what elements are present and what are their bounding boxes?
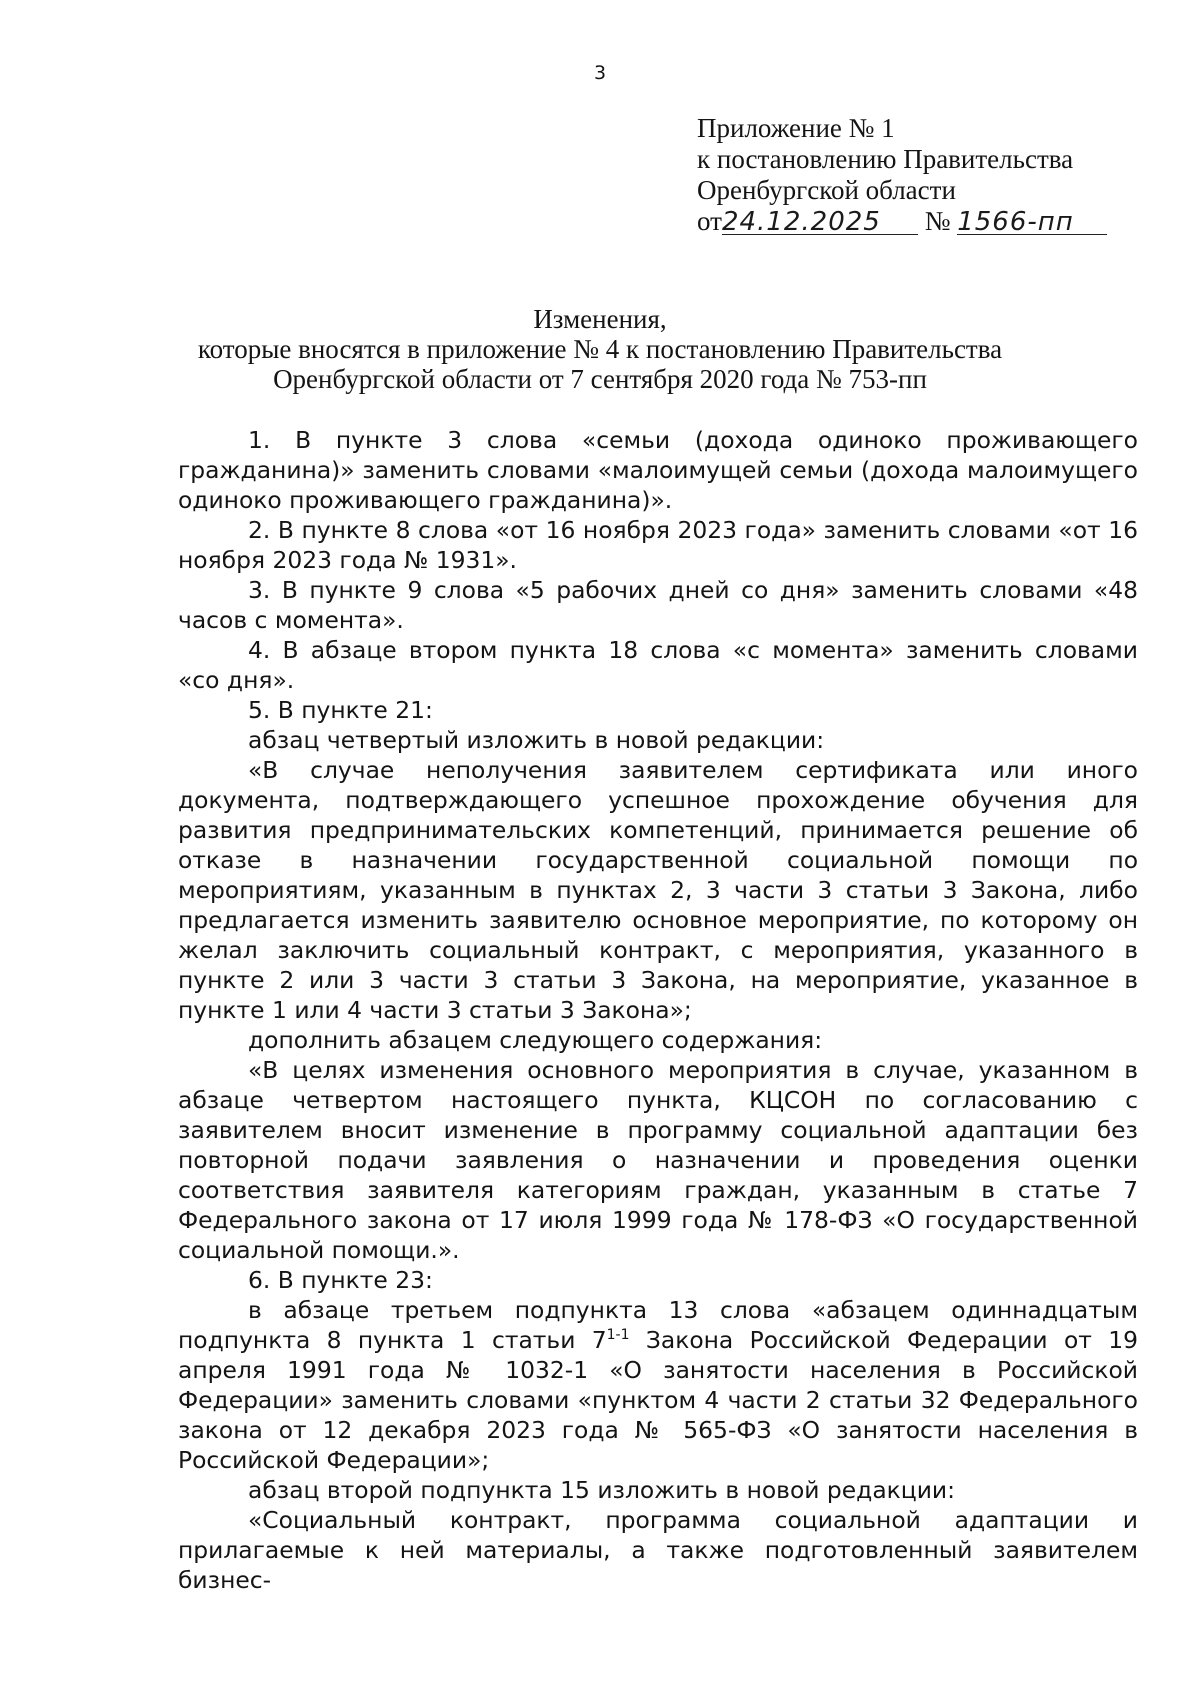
paragraph-10: 6. В пункте 23: (248, 1266, 433, 1294)
handwritten-number: 1566-пп (957, 210, 1107, 235)
p11-superscript: 1-1 (606, 1327, 630, 1344)
paragraph-7: «В случае неполучения заявителем сертификата или иного документа, подтверждающего успешное прохождение обучения для развития предпринимательских компетенций, принимается решение об отказе в назначении государственной социальной помощи по мероприятиям, указанным в пунктах 2, 3 части 3 статьи 3 Закона, либо предлагается изменить заявителю основное мероприятие, по которому он желал заключить социальный контракт, с мероприятия, указанного в пункте 2 или 3 части 3 статьи 3 Закона, на мероприятие, указанное в пункте 1 или 4 части 3 статьи 3 Закона»; (178, 756, 1138, 1024)
date-prefix: от (697, 206, 722, 236)
paragraph-6: абзац четвертый изложить в новой редакции: (248, 726, 825, 754)
paragraph-1: 1. В пункте 3 слова «семьи (дохода одиноко проживающего гражданина)» заменить словами «малоимущей семьи (дохода малоимущего одиноко проживающего гражданина)». (178, 426, 1138, 514)
number-sign: № (924, 206, 951, 236)
paragraph-4: 4. В абзаце втором пункта 18 слова «с момента» заменить словами «со дня». (178, 636, 1138, 694)
paragraph-13: «Социальный контракт, программа социальной адаптации и прилагаемые к ней материалы, а также подготовленный заявителем бизнес- (178, 1506, 1138, 1594)
title-line-3: Оренбургской области от 7 сентября 2020 года № 753-пп (273, 364, 927, 394)
appendix-line-2: к постановлению Правительства (697, 144, 1074, 174)
appendix-block (697, 113, 1107, 237)
handwritten-date: 24.12.2025 (722, 210, 918, 235)
title-line-2: которые вносятся в приложение № 4 к постановлению Правительства (197, 334, 1003, 364)
paragraph-5: 5. В пункте 21: (248, 696, 433, 724)
document-body (178, 425, 1138, 1595)
paragraph-8: дополнить абзацем следующего содержания: (248, 1026, 823, 1054)
appendix-line-1: Приложение № 1 (697, 113, 895, 143)
appendix-date-line (697, 206, 1107, 237)
paragraph-2: 2. В пункте 8 слова «от 16 ноября 2023 года» заменить словами «от 16 ноября 2023 года № 1931». (178, 516, 1138, 574)
p11-text-after: Закона Российской Федерации от 19 апреля 1991 года № 1032-1 «О занятости населения в Российской Федерации» заменить словами «пунктом 4 части 2 статьи 32 Федерального закона от 12 декабря 2023 года № 565-ФЗ «О занятости населения в Российской Федерации»; (178, 1326, 1138, 1474)
paragraph-3: 3. В пункте 9 слова «5 рабочих дней со дня» заменить словами «48 часов с момента». (178, 576, 1138, 634)
title-line-1: Изменения, (533, 304, 667, 334)
paragraph-11 (178, 1295, 1138, 1475)
page-number: 3 (593, 62, 607, 84)
document-title (150, 304, 1050, 394)
paragraph-9: «В целях изменения основного мероприятия в случае, указанном в абзаце четвертом настоящего пункта, КЦСОН по согласованию с заявителем вносит изменение в программу социальной адаптации без повторной подачи заявления о назначении и проведения оценки соответствия заявителя категориям граждан, указанным в статье 7 Федерального закона от 17 июля 1999 года № 178-ФЗ «О государственной социальной помощи.». (178, 1056, 1138, 1264)
paragraph-12: абзац второй подпункта 15 изложить в новой редакции: (248, 1476, 955, 1504)
p11-text-before: в абзаце третьем подпункта 13 слова «абзацем одиннадцатым подпункта 8 пункта 1 статьи 7 (178, 1296, 1138, 1354)
appendix-line-3: Оренбургской области (697, 175, 956, 205)
